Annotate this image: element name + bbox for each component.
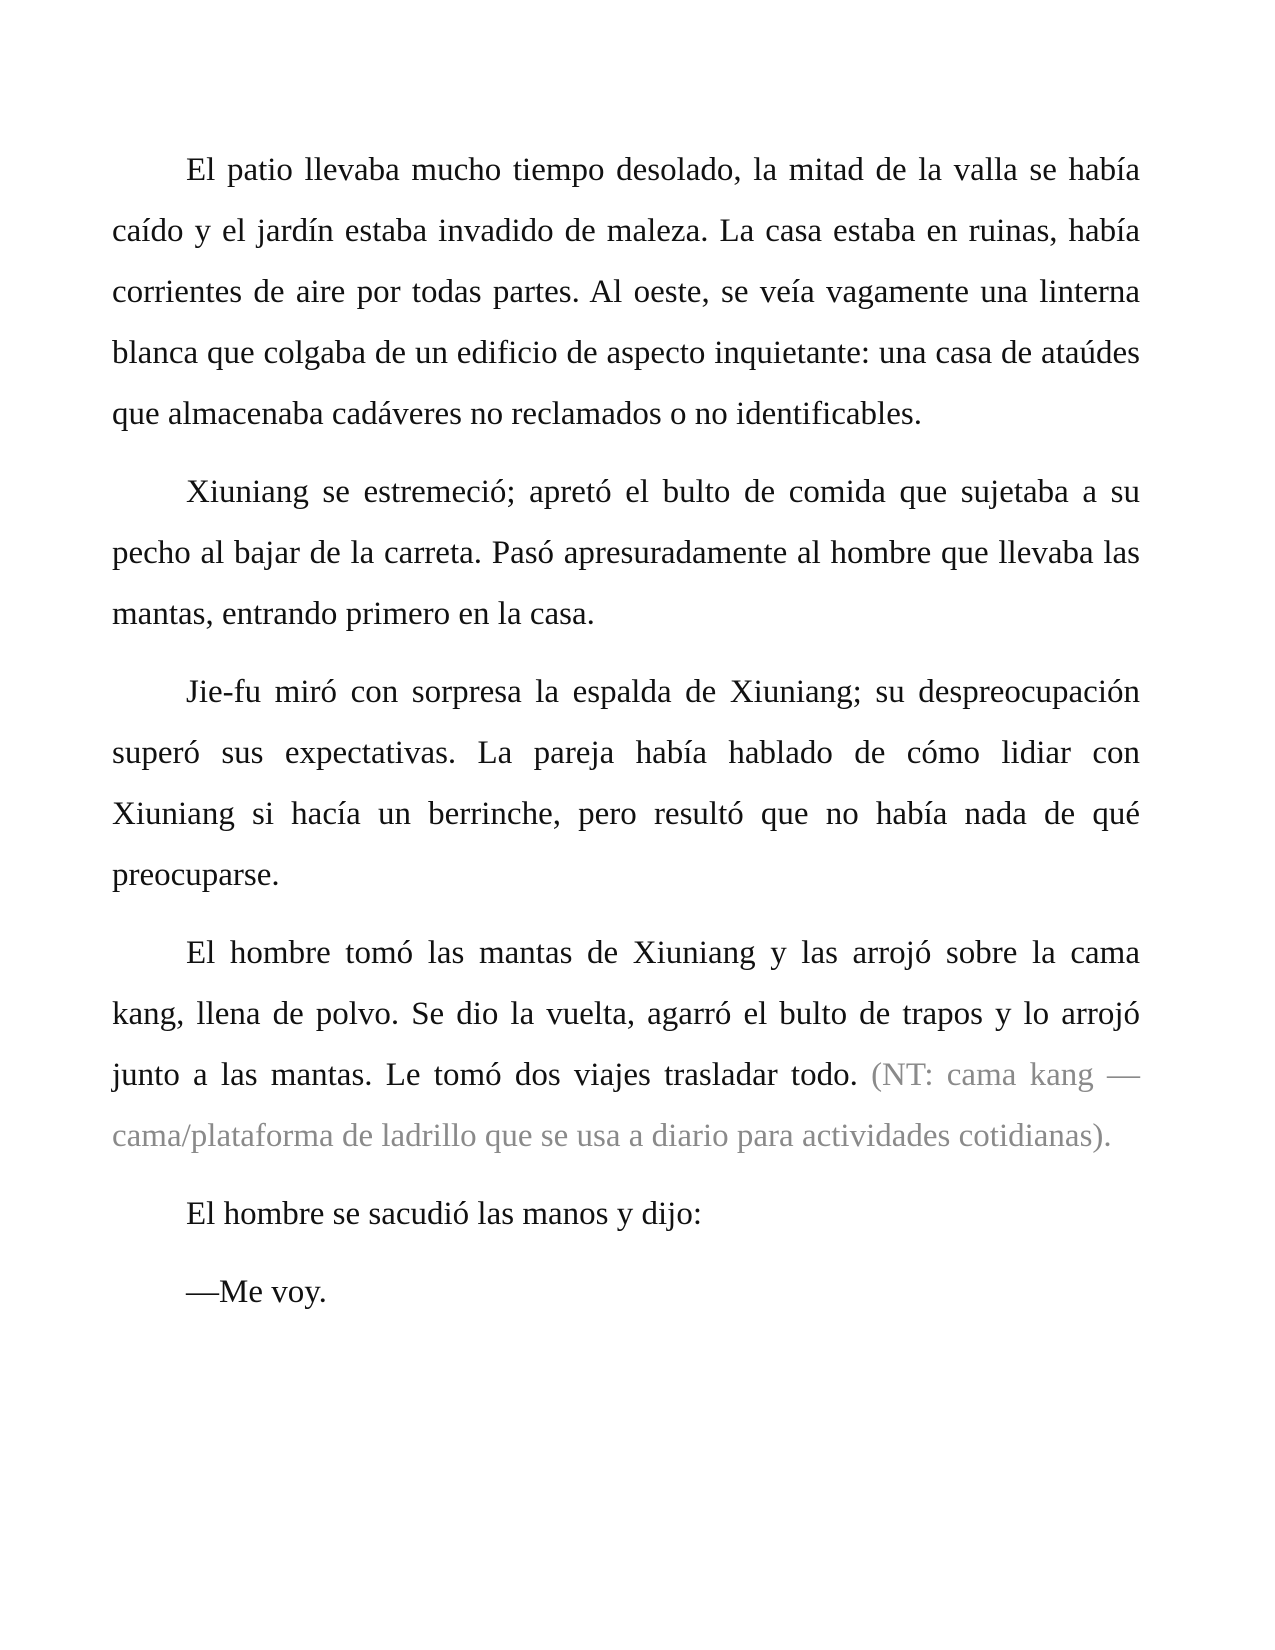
paragraph-1 <box>112 140 1140 445</box>
document-page <box>112 140 1140 1323</box>
paragraph-5-text: El hombre se sacudió las manos y dijo: <box>186 1196 702 1232</box>
paragraph-1-text: El patio llevaba mucho tiempo desolado, la mitad de la valla se había caído y el jardín estaba invadido de maleza. La casa estaba en ruinas, había corrientes de aire por todas partes. Al oeste, se veía vagamente una linterna blanca que colgaba de un edificio de aspecto inquietante: una casa de ataúdes que almacenaba cadáveres no reclamados o no identificables. <box>112 152 1140 432</box>
paragraph-3 <box>112 662 1140 906</box>
translator-note: (NT: cama kang — cama/plataforma de ladrillo que se usa a diario para actividades cotidianas). <box>112 1057 1140 1154</box>
paragraph-4 <box>112 923 1140 1167</box>
paragraph-3-text: Jie-fu miró con sorpresa la espalda de Xiuniang; su despreocupación superó sus expectativas. La pareja había hablado de cómo lidiar con Xiuniang si hacía un berrinche, pero resultó que no había nada de qué preocuparse. <box>112 674 1140 893</box>
paragraph-4-text: El hombre tomó las mantas de Xiuniang y las arrojó sobre la cama kang, llena de polvo. Se dio la vuelta, agarró el bulto de trapos y lo arrojó junto a las mantas. Le tomó dos viajes trasladar todo. <box>112 935 1140 1093</box>
paragraph-2 <box>112 462 1140 645</box>
paragraph-5 <box>112 1184 1140 1245</box>
paragraph-2-text: Xiuniang se estremeció; apretó el bulto de comida que sujetaba a su pecho al bajar de la carreta. Pasó apresuradamente al hombre que llevaba las mantas, entrando primero en la casa. <box>112 474 1140 632</box>
paragraph-6 <box>112 1262 1140 1323</box>
paragraph-6-text: —Me voy. <box>186 1274 327 1310</box>
